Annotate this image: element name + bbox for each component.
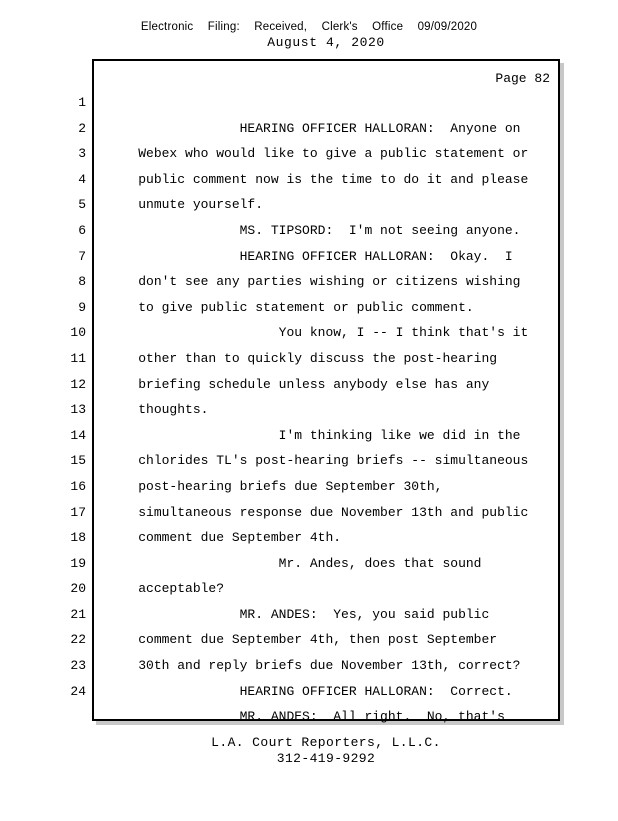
line-text: MR. ANDES: Yes, you said public (138, 606, 490, 622)
line-number: 20 (70, 581, 86, 597)
line-text: to give public statement or public comment. (138, 299, 474, 315)
line-number: 5 (78, 197, 86, 213)
electronic-filing-stamp: Electronic Filing: Received, Clerk's Office 09/09/2020 (140, 21, 478, 33)
line-number: 19 (70, 555, 86, 571)
line-text: MS. TIPSORD: I'm not seeing anyone. (138, 222, 521, 238)
line-number: 11 (70, 350, 86, 366)
line-text: public comment now is the time to do it and please (138, 171, 529, 187)
line-text: thoughts. (138, 402, 209, 418)
line-text: Mr. Andes, does that sound (138, 555, 482, 571)
line-text: comment due September 4th, then post September (138, 632, 498, 648)
page-number-label: Page 82 (495, 71, 550, 86)
document-page (0, 21, 618, 766)
reporter-phone: 312-419-9292 (276, 750, 376, 766)
hearing-date: August 4, 2020 (267, 35, 385, 50)
transcript-line (78, 269, 558, 315)
line-text: don't see any parties wishing or citizens wishing (138, 274, 521, 290)
transcript-line (78, 167, 558, 213)
line-number: 6 (78, 222, 86, 238)
transcript-lines (70, 90, 558, 725)
transcript-line (78, 244, 558, 290)
transcript-line (70, 627, 558, 674)
line-number: 24 (70, 683, 86, 699)
transcript-line (70, 679, 558, 725)
transcript-line (78, 218, 558, 264)
transcript-line (78, 192, 558, 238)
line-number: 18 (70, 530, 86, 546)
line-text: briefing schedule unless anybody else has any (138, 376, 490, 392)
line-text: post-hearing briefs due September 30th, (138, 478, 443, 494)
line-number: 10 (70, 325, 86, 341)
line-text: HEARING OFFICER HALLORAN: Okay. I (138, 248, 513, 264)
reporter-name: L.A. Court Reporters, L.L.C. (211, 735, 441, 750)
line-number: 8 (78, 274, 86, 290)
line-number: 9 (78, 299, 86, 315)
line-number: 13 (70, 402, 86, 418)
line-number: 2 (78, 120, 86, 136)
line-text: comment due September 4th. (138, 530, 342, 546)
transcript-line (78, 141, 558, 187)
line-number: 16 (70, 478, 86, 494)
reporter-footer (92, 735, 560, 766)
line-text: other than to quickly discuss the post-hearing (138, 350, 498, 366)
line-text: simultaneous response due November 13th and public (138, 504, 529, 520)
line-text: Webex who would like to give a public statement or (138, 146, 529, 162)
transcript-line (78, 90, 558, 136)
line-number: 12 (70, 376, 86, 392)
line-text: acceptable? (138, 581, 225, 597)
line-text: You know, I -- I think that's it (138, 325, 529, 341)
line-number: 14 (70, 427, 86, 443)
line-text: chlorides TL's post-hearing briefs -- simultaneous (138, 453, 529, 469)
line-number: 22 (70, 632, 86, 648)
transcript-sheet (70, 59, 560, 725)
line-number: 7 (78, 248, 86, 264)
line-number: 17 (70, 504, 86, 520)
line-text: 30th and reply briefs due November 13th, correct? (138, 658, 521, 674)
line-number: 15 (70, 453, 86, 469)
line-text: unmute yourself. (138, 197, 264, 213)
line-text: I'm thinking like we did in the (138, 427, 521, 443)
line-number: 3 (78, 146, 86, 162)
line-number: 1 (78, 95, 86, 110)
transcript-line (78, 116, 558, 162)
line-number: 21 (70, 606, 86, 622)
line-text: HEARING OFFICER HALLORAN: Correct. (138, 683, 513, 699)
line-text: HEARING OFFICER HALLORAN: Anyone on (138, 120, 521, 136)
line-number: 4 (78, 171, 86, 187)
line-number: 23 (70, 658, 86, 674)
line-text: MR. ANDES: All right. No, that's (138, 709, 505, 725)
